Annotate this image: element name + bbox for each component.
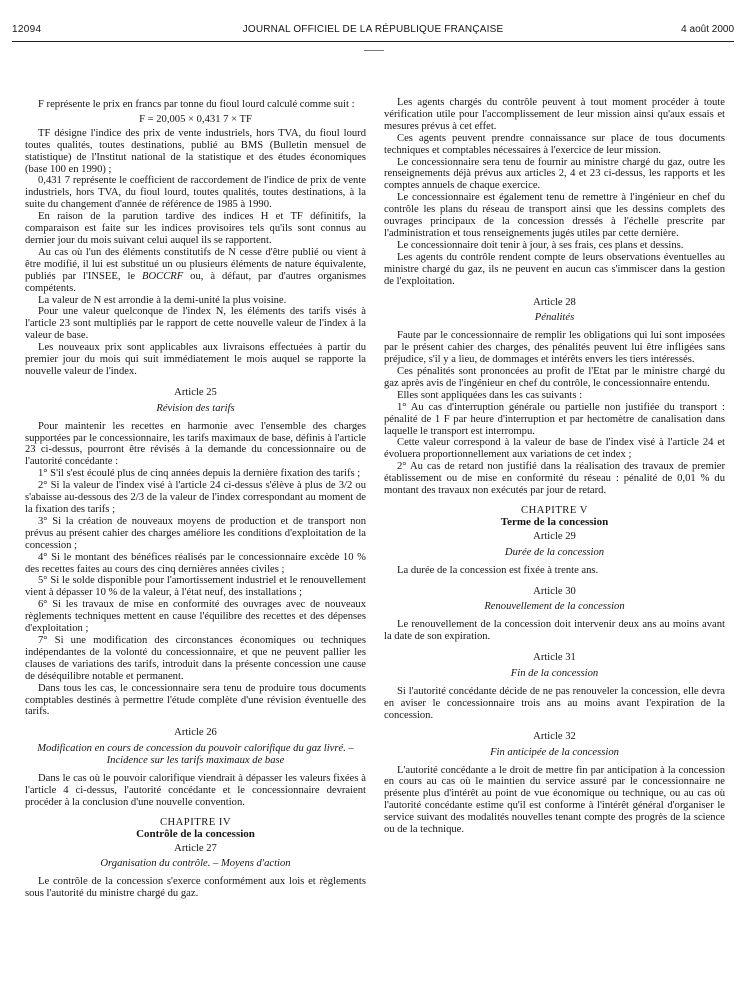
article-subtitle: Pénalités bbox=[534, 312, 575, 324]
paragraph bbox=[25, 247, 366, 295]
paragraph: TF désigne l'indice des prix de vente industriels, hors TVA, du fioul lourd toutes qualités, toutes destinations, publié au BMS (Bulletin mensuel de statistique) de l'Institut national de la statistique et des études économiques (base 100 en 1990) ; bbox=[25, 127, 366, 175]
publication-name: BOCCRF bbox=[142, 270, 184, 282]
article-heading: Article 31 bbox=[533, 652, 576, 664]
list-item: 5° Si le solde disponible pour l'amortissement industriel et le renouvellement vient à dépasser 10 % de la valeur, à l'état neuf, des installations ; bbox=[25, 575, 366, 599]
list-item: 6° Si les travaux de mise en conformité des ouvrages avec de nouveaux règlements techniques mettent en cause l'équilibre des recettes et des dépenses d'exploitation ; bbox=[25, 599, 366, 635]
article-heading: Article 30 bbox=[533, 585, 576, 597]
article-heading: Article 29 bbox=[533, 530, 576, 542]
chapter-title: Terme de la concession bbox=[500, 515, 609, 528]
journal-title: JOURNAL OFFICIEL DE LA RÉPUBLIQUE FRANÇAISE bbox=[242, 24, 504, 35]
article-subtitle: Organisation du contrôle. – Moyens d'action bbox=[100, 858, 291, 870]
formula: F = 20,005 × 0,431 7 × TF bbox=[139, 113, 252, 125]
paragraph: Si l'autorité concédante décide de ne pas renouveler la concession, elle devra en aviser le concessionnaire trois ans au moins avant l'expiration de la concession. bbox=[384, 685, 725, 721]
list-item: 4° Si le montant des bénéfices réalisés par le concessionnaire excède 10 % des recettes faites au cours des cinq dernières années civiles ; bbox=[25, 551, 366, 575]
paragraph: Le contrôle de la concession s'exerce conformément aux lois et règlements sous l'autorité du ministre chargé du gaz. bbox=[25, 876, 366, 900]
page-number: 12094 bbox=[12, 24, 42, 35]
list-item: 1° Au cas d'interruption générale ou partielle non justifiée du transport : pénalité de 1 F par heure d'interruption et par hectomètre de canalisation dans laquelle le transport est interrompu. bbox=[384, 401, 725, 437]
article-subtitle: Modification en cours de concession du pouvoir calorifique du gaz livré. – Incidence sur les tarifs maximaux de base bbox=[37, 743, 354, 767]
list-item: 1° S'il s'est écoulé plus de cinq années depuis la dernière fixation des tarifs ; bbox=[38, 468, 361, 480]
list-item: 2° Au cas de retard non justifié dans la réalisation des travaux de premier établissement ou de mise en conformité du réseau : pénalité de 0,01 % du montant des travaux non exécutés par jour de retard. bbox=[384, 461, 725, 497]
paragraph: Dans le cas où le pouvoir calorifique viendrait à dépasser les valeurs fixées à l'article 4 ci-dessus, l'autorité concédante et le concessionnaire devraient procéder à la conclusion d'une nouvelle convention. bbox=[25, 773, 366, 808]
paragraph: L'autorité concédante a le droit de mettre fin par anticipation à la concession en cours au cas où le maintien du service assuré par le concessionnaire ne présente plus d'intérêt au point de vue économique ou technique, ou au cas où l'autorité concédante estime qu'il est conforme à l'intérêt général d'organiser le service suivant des modalités nouvelles tenant compte des progrès de la science ou de la technique. bbox=[384, 764, 725, 836]
chapter-heading: CHAPITRE V bbox=[521, 505, 588, 516]
paragraph: La valeur de N est arrondie à la demi-unité la plus voisine. bbox=[38, 294, 287, 306]
paragraph: Le concessionnaire est également tenu de remettre à l'ingénieur en chef du contrôle les plans du réseau de transport ainsi que les dessins complets des ouvrages principaux de la concession dressés à l'échelle prescrite par l'administration et tous renseignements jugés utiles par cette dernière. bbox=[384, 192, 725, 239]
paragraph: F représente le prix en francs par tonne du fioul lourd calculé comme suit : bbox=[38, 99, 355, 110]
header-mark bbox=[364, 50, 384, 51]
left-column bbox=[25, 99, 366, 900]
paragraph: Dans tous les cas, le concessionnaire sera tenu de produire tous documents comptables destinés à permettre l'étude complète d'une révision éventuelle des tarifs. bbox=[25, 682, 366, 718]
paragraph: Pour maintenir les recettes en harmonie avec l'ensemble des charges supportées par le concessionnaire, les tarifs maximaux de base, définis à l'article 23 ci-dessus, pourront être révisés à la demande du concessionnaire ou de l'autorité concédante : bbox=[25, 420, 366, 468]
paragraph: Les agents chargés du contrôle peuvent à tout moment procéder à toute vérification utile pour l'accomplissement de leur mission ainsi qu'aux essais et mesures prévus à cet effet. bbox=[384, 97, 725, 132]
article-heading: Article 25 bbox=[174, 386, 217, 398]
article-subtitle: Fin anticipée de la concession bbox=[490, 746, 619, 758]
paragraph: Les agents du contrôle rendent compte de leurs observations éventuelles au ministre chargé du gaz, ils ne peuvent en aucun cas s'immiscer dans la gestion de l'exploitation. bbox=[384, 251, 725, 287]
paragraph-text: Au cas où l'un des éléments constitutifs de N cesse d'être publié ou vient à être modifié, il lui est substitué un ou plusieurs éléments de nature équivalente, publiés par l'INSEE, le bbox=[25, 246, 366, 282]
paragraph: Le concessionnaire sera tenu de fournir au ministre chargé du gaz, outre les renseignements déjà prévus aux articles 2, 4 et 23 ci-dessus, les rapports et les comptes annuels de chaque exercice. bbox=[384, 156, 725, 192]
paragraph: Les nouveaux prix sont applicables aux livraisons effectuées à partir du premier jour du mois qui suit immédiatement le mois auquel se rapporte la nouvelle valeur de l'index. bbox=[25, 342, 366, 377]
article-subtitle: Révision des tarifs bbox=[156, 402, 235, 414]
paragraph: Ces agents peuvent prendre connaissance sur place de tous documents techniques et comptables nécessaires à l'exercice de leur mission. bbox=[384, 132, 725, 156]
right-column bbox=[384, 97, 725, 836]
paragraph: Le concessionnaire doit tenir à jour, à ses frais, ces plans et dessins. bbox=[397, 239, 684, 251]
paragraph: Ces pénalités sont prononcées au profit de l'Etat par le ministre chargé du gaz après avis de l'ingénieur en chef du contrôle, le concessionnaire entendu. bbox=[384, 366, 725, 389]
list-item: 3° Si la création de nouveaux moyens de production et de transport non prévus au présent cahier des charges améliore les conditions d'exploitation de la concession ; bbox=[25, 515, 366, 551]
paragraph: Elles sont appliquées dans les cas suivants : bbox=[397, 389, 583, 401]
article-heading: Article 26 bbox=[174, 727, 217, 739]
article-subtitle: Renouvellement de la concession bbox=[484, 601, 625, 613]
chapter-heading: CHAPITRE IV bbox=[159, 816, 232, 828]
paragraph: La durée de la concession est fixée à trente ans. bbox=[397, 564, 599, 576]
paragraph: Le renouvellement de la concession doit intervenir deux ans au moins avant la date de son expiration. bbox=[384, 619, 725, 643]
article-subtitle: Durée de la concession bbox=[504, 546, 605, 558]
paragraph: Pour une valeur quelconque de l'index N, les éléments des tarifs visés à l'article 23 sont multipliés par le rapport de cette nouvelle valeur de l'index à la valeur de base. bbox=[25, 306, 366, 342]
paragraph: En raison de la parution tardive des indices H et TF définitifs, la comparaison est faite sur les indices provisoires tels qu'ils sont connus au dernier jour du mois suivant celui auquel ils se rapportent. bbox=[25, 211, 366, 246]
paragraph: 0,431 7 représente le coefficient de raccordement de l'indice de prix de vente industriels, hors TVA, du fioul lourd, toutes qualités, toutes destinations, à la suite du changement d'année de référence de 1985 à 1990. bbox=[25, 175, 366, 211]
article-subtitle: Fin de la concession bbox=[510, 668, 599, 680]
header-rule bbox=[12, 41, 734, 42]
paragraph-text: ou, à défaut, par d'autres organismes compétents. bbox=[25, 270, 366, 294]
article-heading: Article 27 bbox=[174, 842, 217, 854]
list-item: 2° Si la valeur de l'index visé à l'article 24 ci-dessus s'élève à plus de 3/2 ou s'abaisse au-dessous des 2/3 de la valeur de l'index correspondant au moment de la fixation des tarifs ; bbox=[25, 480, 366, 515]
list-item: 7° Si une modification des circonstances économiques ou techniques indépendantes de la volonté du concessionnaire, et que ne peuvent pallier les clauses de variations des tarifs, introduit dans la présente concession une cause de déséquilibre notable et permanent. bbox=[25, 634, 366, 682]
paragraph: Faute par le concessionnaire de remplir les obligations qui lui sont imposées par le présent cahier des charges, des pénalités peuvent lui être infligées sans préjudice, s'il y a lieu, de dommages et intérêts envers les tiers intéressés. bbox=[384, 330, 725, 366]
publication-date: 4 août 2000 bbox=[681, 24, 734, 35]
paragraph: Cette valeur correspond à la valeur de base de l'index visé à l'article 24 et évoluera proportionnellement aux variations de cet index ; bbox=[384, 437, 725, 461]
article-heading: Article 28 bbox=[533, 296, 576, 308]
page-header bbox=[12, 24, 734, 38]
chapter-title: Contrôle de la concession bbox=[136, 827, 255, 840]
article-heading: Article 32 bbox=[533, 730, 576, 742]
